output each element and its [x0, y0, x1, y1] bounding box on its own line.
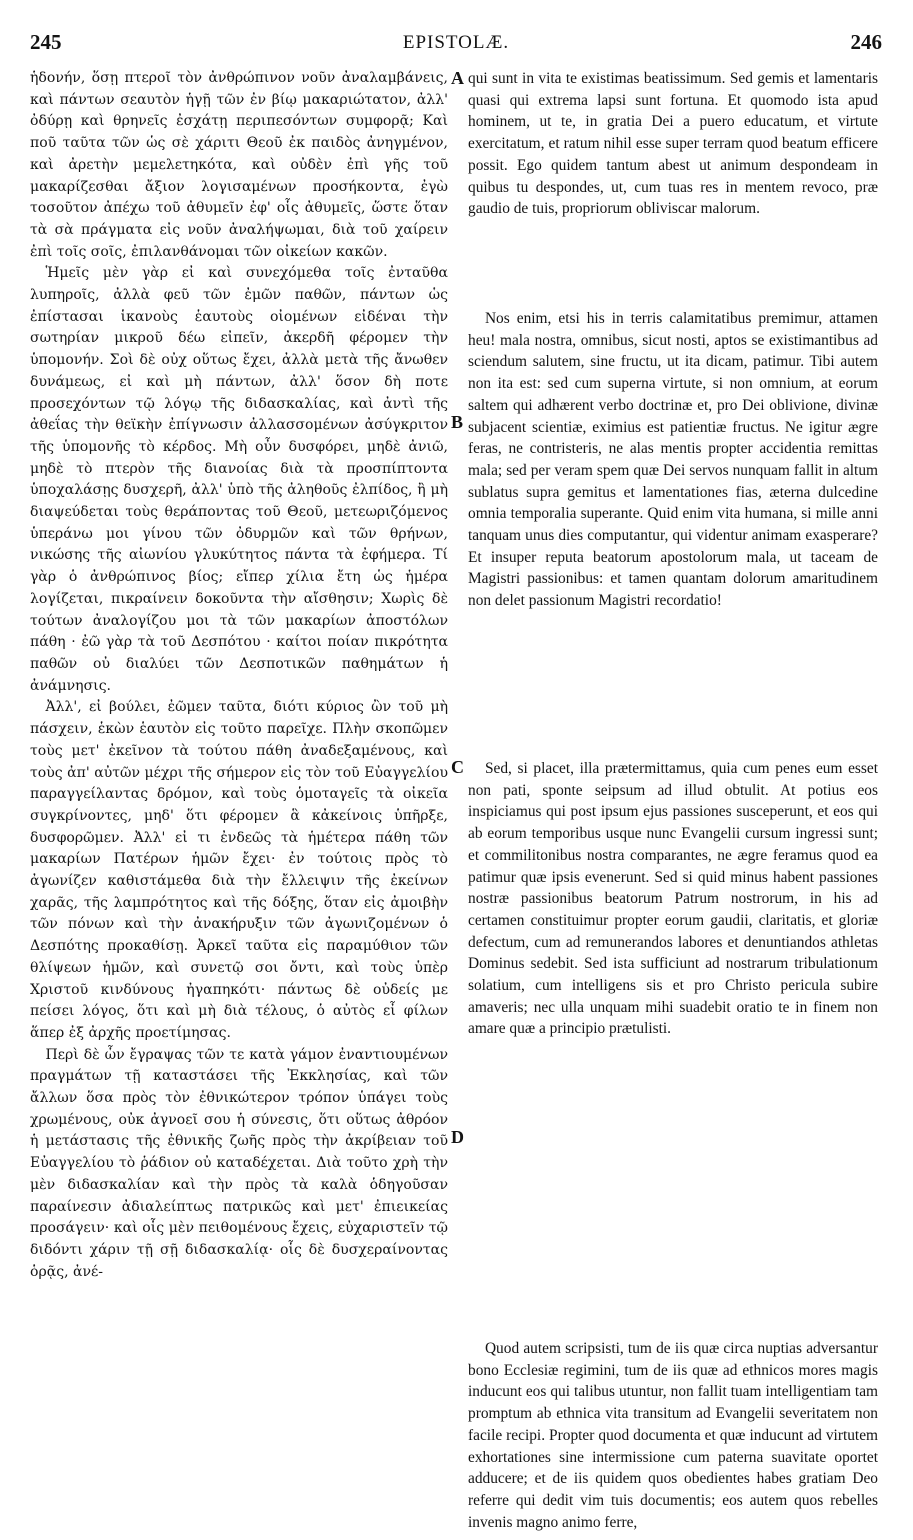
page-header	[30, 30, 882, 60]
greek-paragraph-3: Ἀλλ', εἰ βούλει, ἐῶμεν ταῦτα, διότι κύριος ὢν τοῦ μὴ πάσχειν, ἑκὼν ἑαυτὸν εἰς τοῦτο παρεῖχε. Πλὴν σκοπῶμεν τοὺς μετ' ἐκεῖνον τὰ τούτου πάθη ἀναδεξαμένους, καὶ τοὺς ἀπ' αὐτῶν μέχρι τῆς σήμερον εἰς τὸν τοῦ Εὐαγγελίου παραγγείλαντας δρόμον, καὶ τοὺς ὁμοταγεῖς τὰ οἰκεῖα συγκρίνοντες, μηδ' ὅτι φέρομεν ἃ κἀκείνοις ὑπῆρξε, δυσφορῶμεν. Ἀλλ' εἰ τι ἐνδεῶς τὰ ἡμέτερα πάθη τῶν μακαρίων Πατέρων ἡμῶν ἔχει· ἐν τούτοις πρὸς τὸ ἀγωνίζεν καθιστάμεθα διὰ τὴν ἔλλειψιν τῆς ἐκείνων χαρᾶς, τῆς λαμπρότητος καὶ τῆς δόξης, ὅταν εἰς ἀμοιβὴν τῶν πόνων καὶ τὴν ἀνακήρυξιν τῶν ἀγωνιζομένων ὁ Δεσπότης προκαθίσῃ. Ἀρκεῖ ταῦτα εἰς παραμύθιον τῶν θλίψεων ἡμῶν, καὶ συνετῷ σοι ὄντι, καὶ τοὺς ὑπὲρ Χριστοῦ κινδύνους ἠγαπηκότι· πάντως δὲ οὐδείς με πείσει λόγος, ὅτι καὶ μὴ διὰ τέλους, ὁ αὐτὸς εἶ φίλων ἅπερ ἐξ ἀρχῆς προετίμησας.	[30, 699, 448, 1041]
margin-marker-b: B	[451, 412, 464, 432]
latin-paragraph-2: Nos enim, etsi his in terris calamitatibus premimur, attamen heu! mala nostra, omnibus, sicut nosti, aptos se existimantibus ad sciendum salutem, sine fructu, ut ita dicam, patimur. Tibi autem non ita est: sed cum superna virtute, si non omnium, at eorum saltem qui adhærent verbo doctrinæ et, pro Dei oblivione, divinæ subjacent scientiæ, eximius est patientiæ fructus. Ne igitur ægre feras, ne contristeris, ne alas mentis propter accidentia remittas mala; sed per veram spem quæ Dei servos nunquam fallit in altum sublatus supra gemitus et lamentationes fias, æterna dulcedine omnia temporalia superante. Quid enim vita humana, si mille anni tanquam unus dies computantur, qui videntur animam exasperare? Et insuper reputa beatorum apostolorum mala, ut taceam de Magistri passionibus: et tamen quantam dolorum amaritudinem non delet passionum Magistri recordatio!	[468, 310, 878, 610]
margin-marker-d: D	[451, 1127, 464, 1147]
greek-column	[30, 68, 448, 1283]
page-number-right: 246	[850, 30, 882, 54]
latin-paragraph-4: Quod autem scripsisti, tum de iis quæ circa nuptias adversantur bono Ecclesiæ regimini, tum de iis quæ ad ethnicos mores magis inducunt eos qui talibus utuntur, non fallit tuam intelligentiam tam promptum ab ethnica vita transitum ad Evangelii severitatem non facile recipi. Propter quod documenta et quæ inducunt ad virtutem exhortationes sine intermissione cum paterna suavitate oportet adducere; et de iis quidem quos obedientes habes gratiam Deo referre qui dedit vim tuis documentis; eos autem quos rebelles invenis magno animo ferre,	[468, 1340, 878, 1531]
greek-paragraph-2: Ἡμεῖς μὲν γὰρ εἰ καὶ συνεχόμεθα τοῖς ἐνταῦθα λυπηροῖς, ἀλλὰ φεῦ τῶν ἐμῶν παθῶν, πάντων ὡς ἐπίστασαι ἱκανοὺς ἑαυτοὺς οἰομένων εἰδέναι τὴν σωτηρίαν μικροῦ δέω εἰπεῖν, ἀκερδῆ φέρομεν τὴν ὑπομονήν. Σοὶ δὲ οὐχ οὕτως ἔχει, ἀλλὰ μετὰ τῆς ἄνωθεν δυνάμεως, εἰ καὶ μὴ πάντων, ἀλλ' ὅσον δὴ ποτε προσεχόντων τῷ λόγῳ τῆς διδασκαλίας, καὶ ἀντὶ τῆς ἀθεΐας τὴν θεϊκὴν ἐπίγνωσιν ἀλλασσομένων ἀσύγκριτον τῆς ὑπομονῆς τὸ κέρδος. Μὴ οὖν δυσφόρει, μηδὲ ἀνιῶ, μηδὲ τὸ πτερὸν τῆς διανοίας διὰ τὰ προσπίπτοντα ὑποχαλάσῃς δυσχερῆ, ἀλλ' ὑπὸ τῆς ἀληθοῦς ἐλπίδος, ἢ μὴ διαψεύδεται τοὺς θεράποντας τοῦ Θεοῦ, μετεωριζόμενος ὑπεράνω μοι γίνου τῶν ὀδυρμῶν καὶ τῶν θρήνων, νικώσης τῆς αἰωνίου γλυκύτητος πάντα τὰ ἐφήμερα. Τί γὰρ ὁ ἀνθρώπινος βίος; εἴπερ χίλια ἔτη ὡς ἡμέρα λογίζεται, πικραίνειν δοκοῦντα τὴν αἴσθησιν; Χωρὶς δὲ τούτων ἀναλογίζου μοι τὰ τῶν μακαρίων ἀποστόλων πάθη · ἐῶ γὰρ τὰ τοῦ Δεσπότου · καίτοι ποίαν πικρότητα παθῶν οὐ διαλύει τῶν Δεσποτικῶν παθημάτων ἡ ἀνάμνησις.	[30, 265, 448, 694]
greek-paragraph-1: ἡδονήν, ὅσῃ πτεροῖ τὸν ἀνθρώπινον νοῦν ἀναλαμβάνεις, καὶ πάντων σεαυτὸν ἡγῇ τῶν ἐν βίῳ μακαριώτατον, ἀλλ' ὀδύρῃ καὶ θρηνεῖς ἐσχάτῃ περιπεσόντων συμφορᾷ; Καὶ ποῦ ταῦτα τῶν ὡς σὲ χάριτι Θεοῦ ἐκ παιδὸς ἀνηγμένον, καὶ ἀρετὴν μεμελετηκότα, καὶ οὐδὲν ἐπὶ γῆς τοῦ μακαρίζεσθαι ἄξιον λογισαμένων προσήκοντα, ἐγὼ τοσοῦτον ἀπέχω τοῦ ἀθυμεῖν ἐφ' οἷς ἀθυμεῖς, ὥστε ὅταν τὰ σὰ πράγματα εἰς νοῦν ἀναλήψωμαι, διὰ τοῦ χαίρειν ἐπὶ τοῖς σοῖς, ἐπιλανθάνομαι τῶν οἰκείων κακῶν.	[30, 70, 448, 260]
latin-paragraph-3: Sed, si placet, illa prætermittamus, quia cum penes eum esset non pati, sponte seipsum ad illud obtulit. At potius eos inspiciamus qui post ipsum ejus passiones susceperunt, et eos qui ab eorum temporibus usque nunc Evangelii cursum ingressi sunt; et commilitonibus nostra comparantes, ne ægre feramus quod ea patimur quæ ipsis evenerunt. Sed si quid minus habent passiones nostræ passionibus beatorum Patrum nostrorum, in his ad certamen constituimur propter eorum gaudii, claritatis, et gloriæ defectum, cum ad remunerandos labores et denuntiandos athletas Dominus sedebit. Sed ista sufficiunt ad nostrarum tribulationum solatium, cum intelligens sis et pro Christo pericula subire amaveris; nec ulla unquam mihi suadebit oratio te in finem non amare quæ a principio prætulisti.	[468, 760, 878, 1038]
greek-paragraph-4: Περὶ δὲ ὧν ἔγραψας τῶν τε κατὰ γάμον ἐναντιουμένων πραγμάτων τῇ καταστάσει τῆς Ἐκκλησίας, καὶ τῶν ἄλλων ὅσα πρὸς τὸν ἐθνικώτερον τρόπον ὑπάγει τοὺς χρωμένους, οὐκ ἀγνοεῖ σου ἡ σύνεσις, ὅτι οὕτως ἀθρόον ἡ μετάστασις τῆς ἐθνικῆς ζωῆς πρὸς τὴν ἀκρίβειαν τοῦ Εὐαγγελίου τὸ ῥάδιον οὐ καταδέχεται. Διὰ τοῦτο χρὴ τὴν μὲν διδασκαλίαν καὶ τὴν πρὸς τὰ καλὰ ὁδηγοῦσαν παραίνεσιν ἀδιαλείπτως πατρικῶς καὶ μετ' ἐπιεικείας προσάγειν· καὶ οἷς μὲν πειθομένους ἔχεις, εὐχαριστεῖν τῷ διδόντι χάριν τῇ σῇ διδασκαλίᾳ· οἷς δὲ δυσχεραίνοντας ὁρᾷς, ἀνέ-	[30, 1046, 448, 1280]
margin-marker-a: A	[451, 68, 464, 88]
margin-marker-c: C	[451, 757, 464, 777]
running-title: EPISTOLÆ.	[402, 32, 510, 53]
latin-column	[468, 68, 878, 1533]
page-number-left: 245	[30, 30, 62, 54]
latin-paragraph-1: qui sunt in vita te existimas beatissimum. Sed gemis et lamentaris quasi qui extrema lapsi sunt fortuna. Et quomodo ista apud hominem, ut te, in gratia Dei a puero educatum, et virtute exercitatum, et ratum nihil esse super terram quod beatum efficere possit. Ego quidem tantum abest ut animum despondeam in quibus tu despondes, ut, cum tuas res in mentem revoco, præ gaudio de tuis, propriorum obliviscar malorum.	[468, 70, 878, 218]
